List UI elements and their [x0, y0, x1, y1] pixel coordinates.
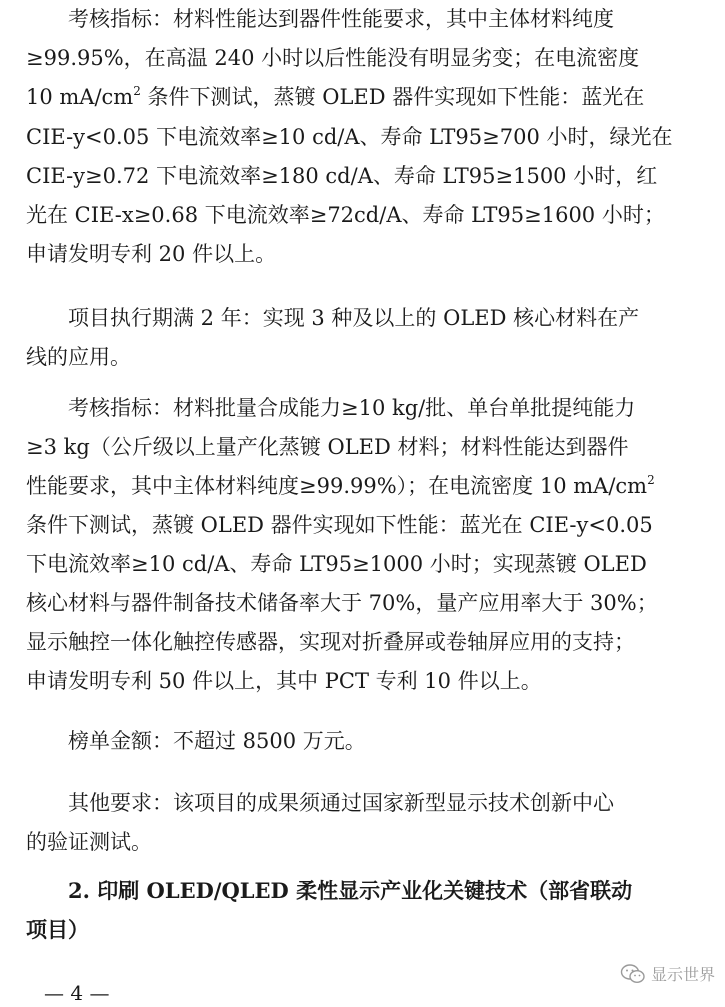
- paragraph-line: CIE-y≥0.72 下电流效率≥180 cd/A、寿命 LT95≥1500 小时，红: [26, 164, 658, 188]
- paragraph-line: CIE-y<0.05 下电流效率≥10 cd/A、寿命 LT95≥700 小时，绿光在: [26, 125, 673, 149]
- paragraph-line: 考核指标：材料性能达到器件性能要求，其中主体材料纯度: [26, 7, 614, 31]
- paragraph-line: ≥99.95%，在高温 240 小时以后性能没有明显劣变；在电流密度: [26, 46, 640, 70]
- paragraph-line: 下电流效率≥10 cd/A、寿命 LT95≥1000 小时；实现蒸镀 OLED: [26, 552, 647, 576]
- section-heading-line: 项目）: [26, 917, 89, 942]
- wechat-icon: [620, 963, 646, 985]
- paragraph-line: 申请发明专利 20 件以上。: [26, 242, 277, 266]
- page-number: — 4 —: [44, 981, 110, 1005]
- paragraph-line: [26, 84, 698, 110]
- paragraph-line: 核心材料与器件制备技术储备率大于 70%，量产应用率大于 30%；: [26, 591, 658, 615]
- paragraph-line: 的验证测试。: [26, 830, 152, 854]
- paragraph-line: 显示触控一体化触控传感器，实现对折叠屏或卷轴屏应用的支持；: [26, 630, 635, 654]
- paragraph-line: 光在 CIE-x≥0.68 下电流效率≥72cd/A、寿命 LT95≥1600 小时；: [26, 203, 665, 227]
- paragraph-line: 考核指标：材料批量合成能力≥10 kg/批、单台单批提纯能力: [26, 396, 636, 420]
- line-text: 10 mA/cm: [26, 85, 134, 109]
- watermark: [620, 962, 715, 985]
- paragraph-line: ≥3 kg（公斤级以上量产化蒸镀 OLED 材料；材料性能达到器件: [26, 435, 629, 459]
- paragraph-line: [26, 473, 698, 499]
- paragraph-line: 线的应用。: [26, 345, 131, 369]
- watermark-text: 显示世界: [650, 965, 715, 984]
- paragraph-line: 项目执行期满 2 年：实现 3 种及以上的 OLED 核心材料在产: [26, 306, 640, 330]
- paragraph-line: 榜单金额：不超过 8500 万元。: [26, 729, 366, 753]
- section-heading-line: 2. 印刷 OLED/QLED 柔性显示产业化关键技术（部省联动: [26, 878, 633, 903]
- superscript: 2: [133, 84, 141, 98]
- line-text: 条件下测试，蒸镀 OLED 器件实现如下性能：蓝光在: [140, 85, 645, 109]
- paragraph-line: 申请发明专利 50 件以上，其中 PCT 专利 10 件以上。: [26, 669, 542, 693]
- paragraph-line: 其他要求：该项目的成果须通过国家新型显示技术创新中心: [26, 791, 614, 815]
- paragraph-line: 条件下测试，蒸镀 OLED 器件实现如下性能：蓝光在 CIE-y<0.05: [26, 513, 653, 537]
- superscript: 2: [647, 473, 655, 487]
- line-text: 性能要求，其中主体材料纯度≥99.99%）；在电流密度 10 mA/cm: [26, 474, 648, 498]
